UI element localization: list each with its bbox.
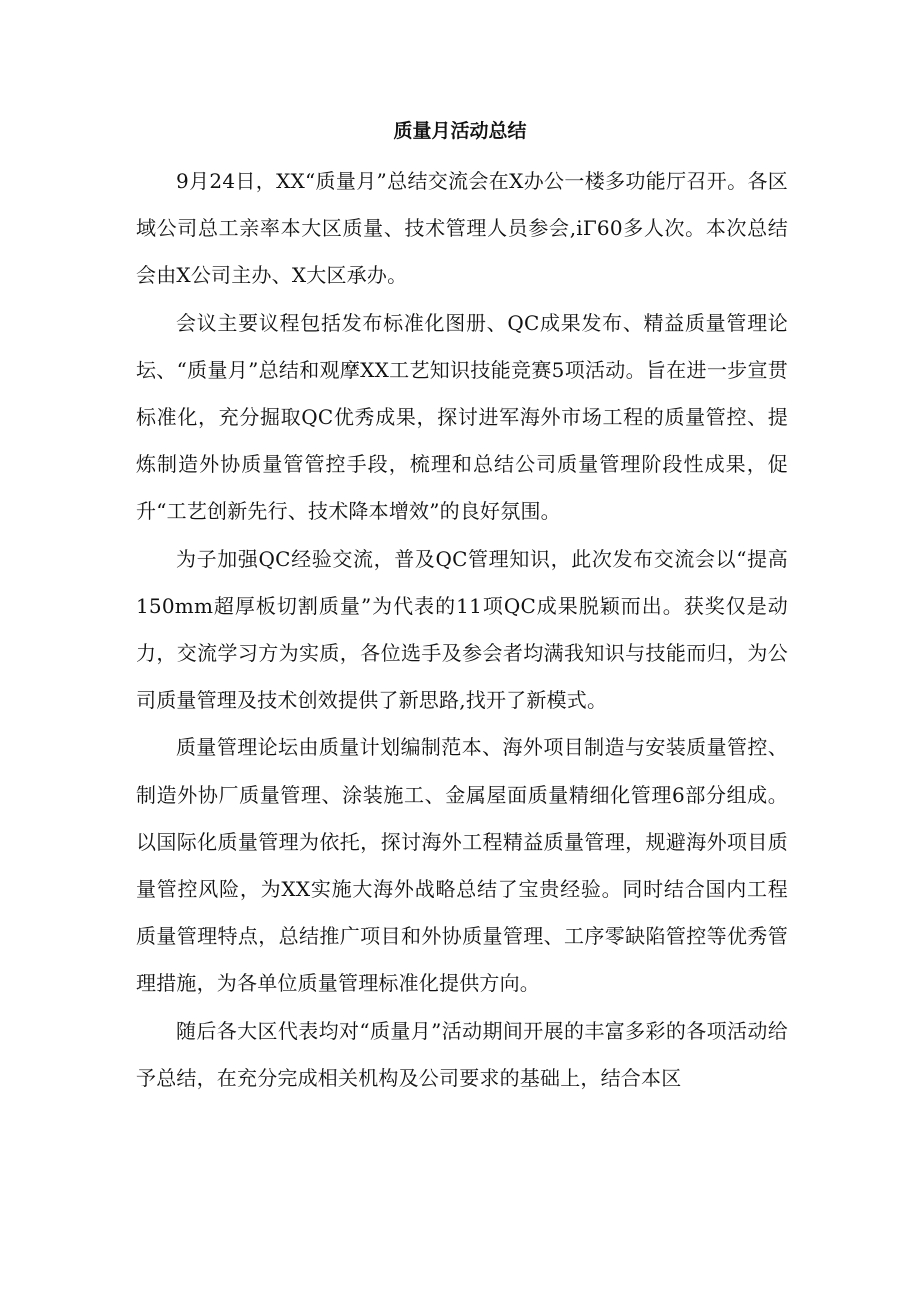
paragraph-4: 质量管理论坛由质量计划编制范本、海外项目制造与安装质量管控、制造外协厂质量管理、涂装施工、金属屋面质量精细化管理6部分组成。以国际化质量管理为依托，探讨海外工程精益质量管理，规避海外项目质量管控风险，为XX实施大海外战略总结了宝贵经验。同时结合国内工程质量管理特点，总结推广项目和外协质量管理、工序零缺陷管控等优秀管理措施，为各单位质量管理标准化提供方向。	[136, 735, 788, 996]
document-body	[136, 158, 788, 1102]
document-title: 质量月活动总结	[393, 120, 527, 142]
paragraph-1: 9月24日，XX“质量月”总结交流会在X办公一楼多功能厅召开。各区域公司总工亲率本大区质量、技术管理人员参会,iΓ60多人次。本次总结会由X公司主办、X大区承办。	[136, 169, 788, 288]
paragraph-3: 为子加强QC经验交流，普及QC管理知识，此次发布交流会以“提高150mm超厚板切割质量”为代表的11项QC成果脱颖而出。获奖仅是动力，交流学习方为实质，各位选手及参会者均满我知识与技能而归，为公司质量管理及技术创效提供了新思路,找开了新模式。	[136, 546, 788, 713]
paragraph-5: 随后各大区代表均对“质量月”活动期间开展的丰富多彩的各项活动给予总结，在充分完成相关机构及公司要求的基础上，结合本区	[136, 1018, 788, 1090]
paragraph-2: 会议主要议程包括发布标准化图册、QC成果发布、精益质量管理论坛、“质量月”总结和观摩XX工艺知识技能竞赛5项活动。旨在进一步宣贯标准化，充分掘取QC优秀成果，探讨进军海外市场工程的质量管控、提炼制造外协质量管管控手段，梳理和总结公司质量管理阶段性成果，促升“工艺创新先行、技术降本增效”的良好氛围。	[136, 310, 788, 524]
